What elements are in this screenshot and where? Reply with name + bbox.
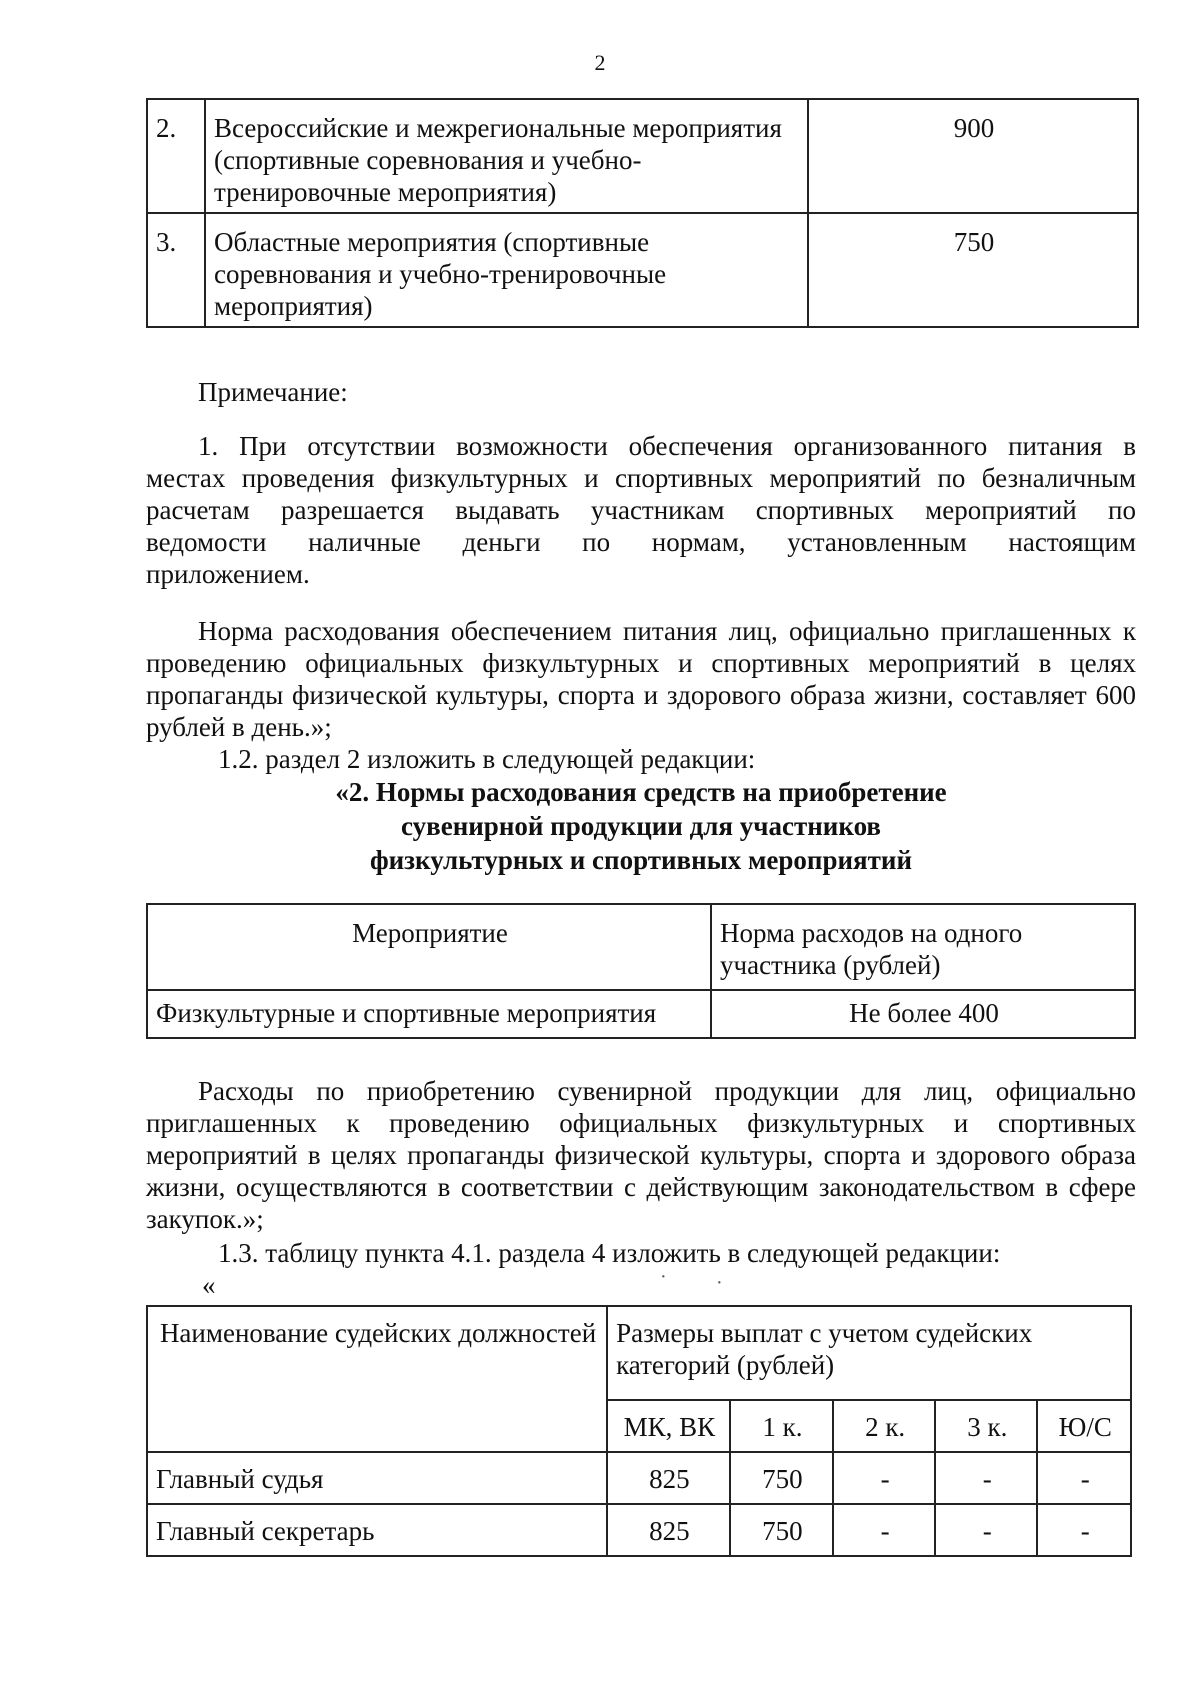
note-line: приложением.: [146, 559, 310, 589]
norm-cell: Не более 400: [711, 990, 1135, 1038]
payment-cell: -: [1037, 1504, 1131, 1556]
position-name: Главный судья: [147, 1452, 607, 1504]
note-line: местах проведения физкультурных и спортивных мероприятий по безналичным: [146, 463, 1136, 493]
column-header: Наименование судейских должностей: [147, 1306, 607, 1452]
row-number: 2.: [147, 99, 205, 213]
opening-quote: «: [202, 1270, 216, 1300]
note-title: Примечание:: [198, 377, 348, 407]
payment-cell: 825: [607, 1452, 730, 1504]
heading-line: сувенирной продукции для участников: [401, 811, 881, 841]
table-row: [147, 213, 1138, 327]
column-header: Норма расходов на одного участника (рублей): [711, 904, 1135, 990]
category-header: МК, ВК: [607, 1400, 730, 1452]
section-2-heading: [146, 775, 1136, 877]
category-header: 1 к.: [730, 1400, 833, 1452]
table-row: [147, 1504, 1131, 1556]
table-row: [147, 1452, 1131, 1504]
judges-payments-table: [146, 1305, 1132, 1557]
table-header-row: [147, 904, 1135, 990]
table-row: [147, 990, 1135, 1038]
note-line: ведомости наличные деньги по нормам, установленным настоящим: [146, 527, 1136, 557]
event-name: Областные мероприятия (спортивные соревнования и учебно-тренировочные мероприятия): [205, 213, 808, 327]
event-value: 750: [808, 213, 1138, 327]
payment-cell: -: [833, 1452, 935, 1504]
category-header: 3 к.: [935, 1400, 1037, 1452]
event-type-cell: Физкультурные и спортивные мероприятия: [147, 990, 711, 1038]
scan-speck: ·: [660, 1266, 667, 1288]
column-header: Мероприятие: [147, 904, 711, 990]
food-norm-paragraph: Норма расходования обеспечением питания лиц, официально приглашенных к проведению официальных физкультурных и спортивных мероприятий в целях пропаганды физической культуры, спорта и здорового образа жизни, составляет 600 рублей в день.»;: [146, 616, 1136, 742]
note-1-paragraph: [146, 430, 1136, 590]
table-row: [147, 99, 1138, 213]
souvenir-norms-table: [146, 903, 1136, 1039]
payment-cell: -: [935, 1452, 1037, 1504]
event-value: 900: [808, 99, 1138, 213]
note-line: 1. При отсутствии возможности обеспечения организованного питания в: [198, 431, 1136, 461]
page-number: 2: [594, 50, 606, 75]
item-1-3: 1.3. таблицу пункта 4.1. раздела 4 изложить в следующей редакции:: [218, 1238, 1001, 1268]
heading-line: «2. Нормы расходования средств на приобретение: [335, 777, 947, 807]
souvenir-paragraph: Расходы по приобретению сувенирной продукции для лиц, официально приглашенных к проведению официальных физкультурных и спортивных мероприятий в целях пропаганды физической культуры, спорта и здорового образа жизни, осуществляются в соответствии с действующим законодательством в сфере закупок.»;: [146, 1076, 1136, 1234]
heading-line: физкультурных и спортивных мероприятий: [369, 845, 913, 875]
category-header: Ю/С: [1037, 1400, 1131, 1452]
position-name: Главный секретарь: [147, 1504, 607, 1556]
scan-speck: ·: [716, 1272, 723, 1294]
note-line: расчетам разрешается выдавать участникам спортивных мероприятий по: [146, 495, 1136, 525]
event-name: Всероссийские и межрегиональные мероприятия (спортивные соревнования и учебно-тренировочные мероприятия): [205, 99, 808, 213]
column-header: Размеры выплат с учетом судейских категорий (рублей): [607, 1306, 1131, 1400]
row-number: 3.: [147, 213, 205, 327]
payment-cell: -: [1037, 1452, 1131, 1504]
payment-cell: -: [935, 1504, 1037, 1556]
table-header-row: [147, 1306, 1131, 1400]
category-header: 2 к.: [833, 1400, 935, 1452]
payment-cell: 825: [607, 1504, 730, 1556]
payment-cell: -: [833, 1504, 935, 1556]
events-norms-table: [146, 98, 1139, 328]
payment-cell: 750: [730, 1504, 833, 1556]
item-1-2: 1.2. раздел 2 изложить в следующей редакции:: [218, 744, 756, 774]
payment-cell: 750: [730, 1452, 833, 1504]
